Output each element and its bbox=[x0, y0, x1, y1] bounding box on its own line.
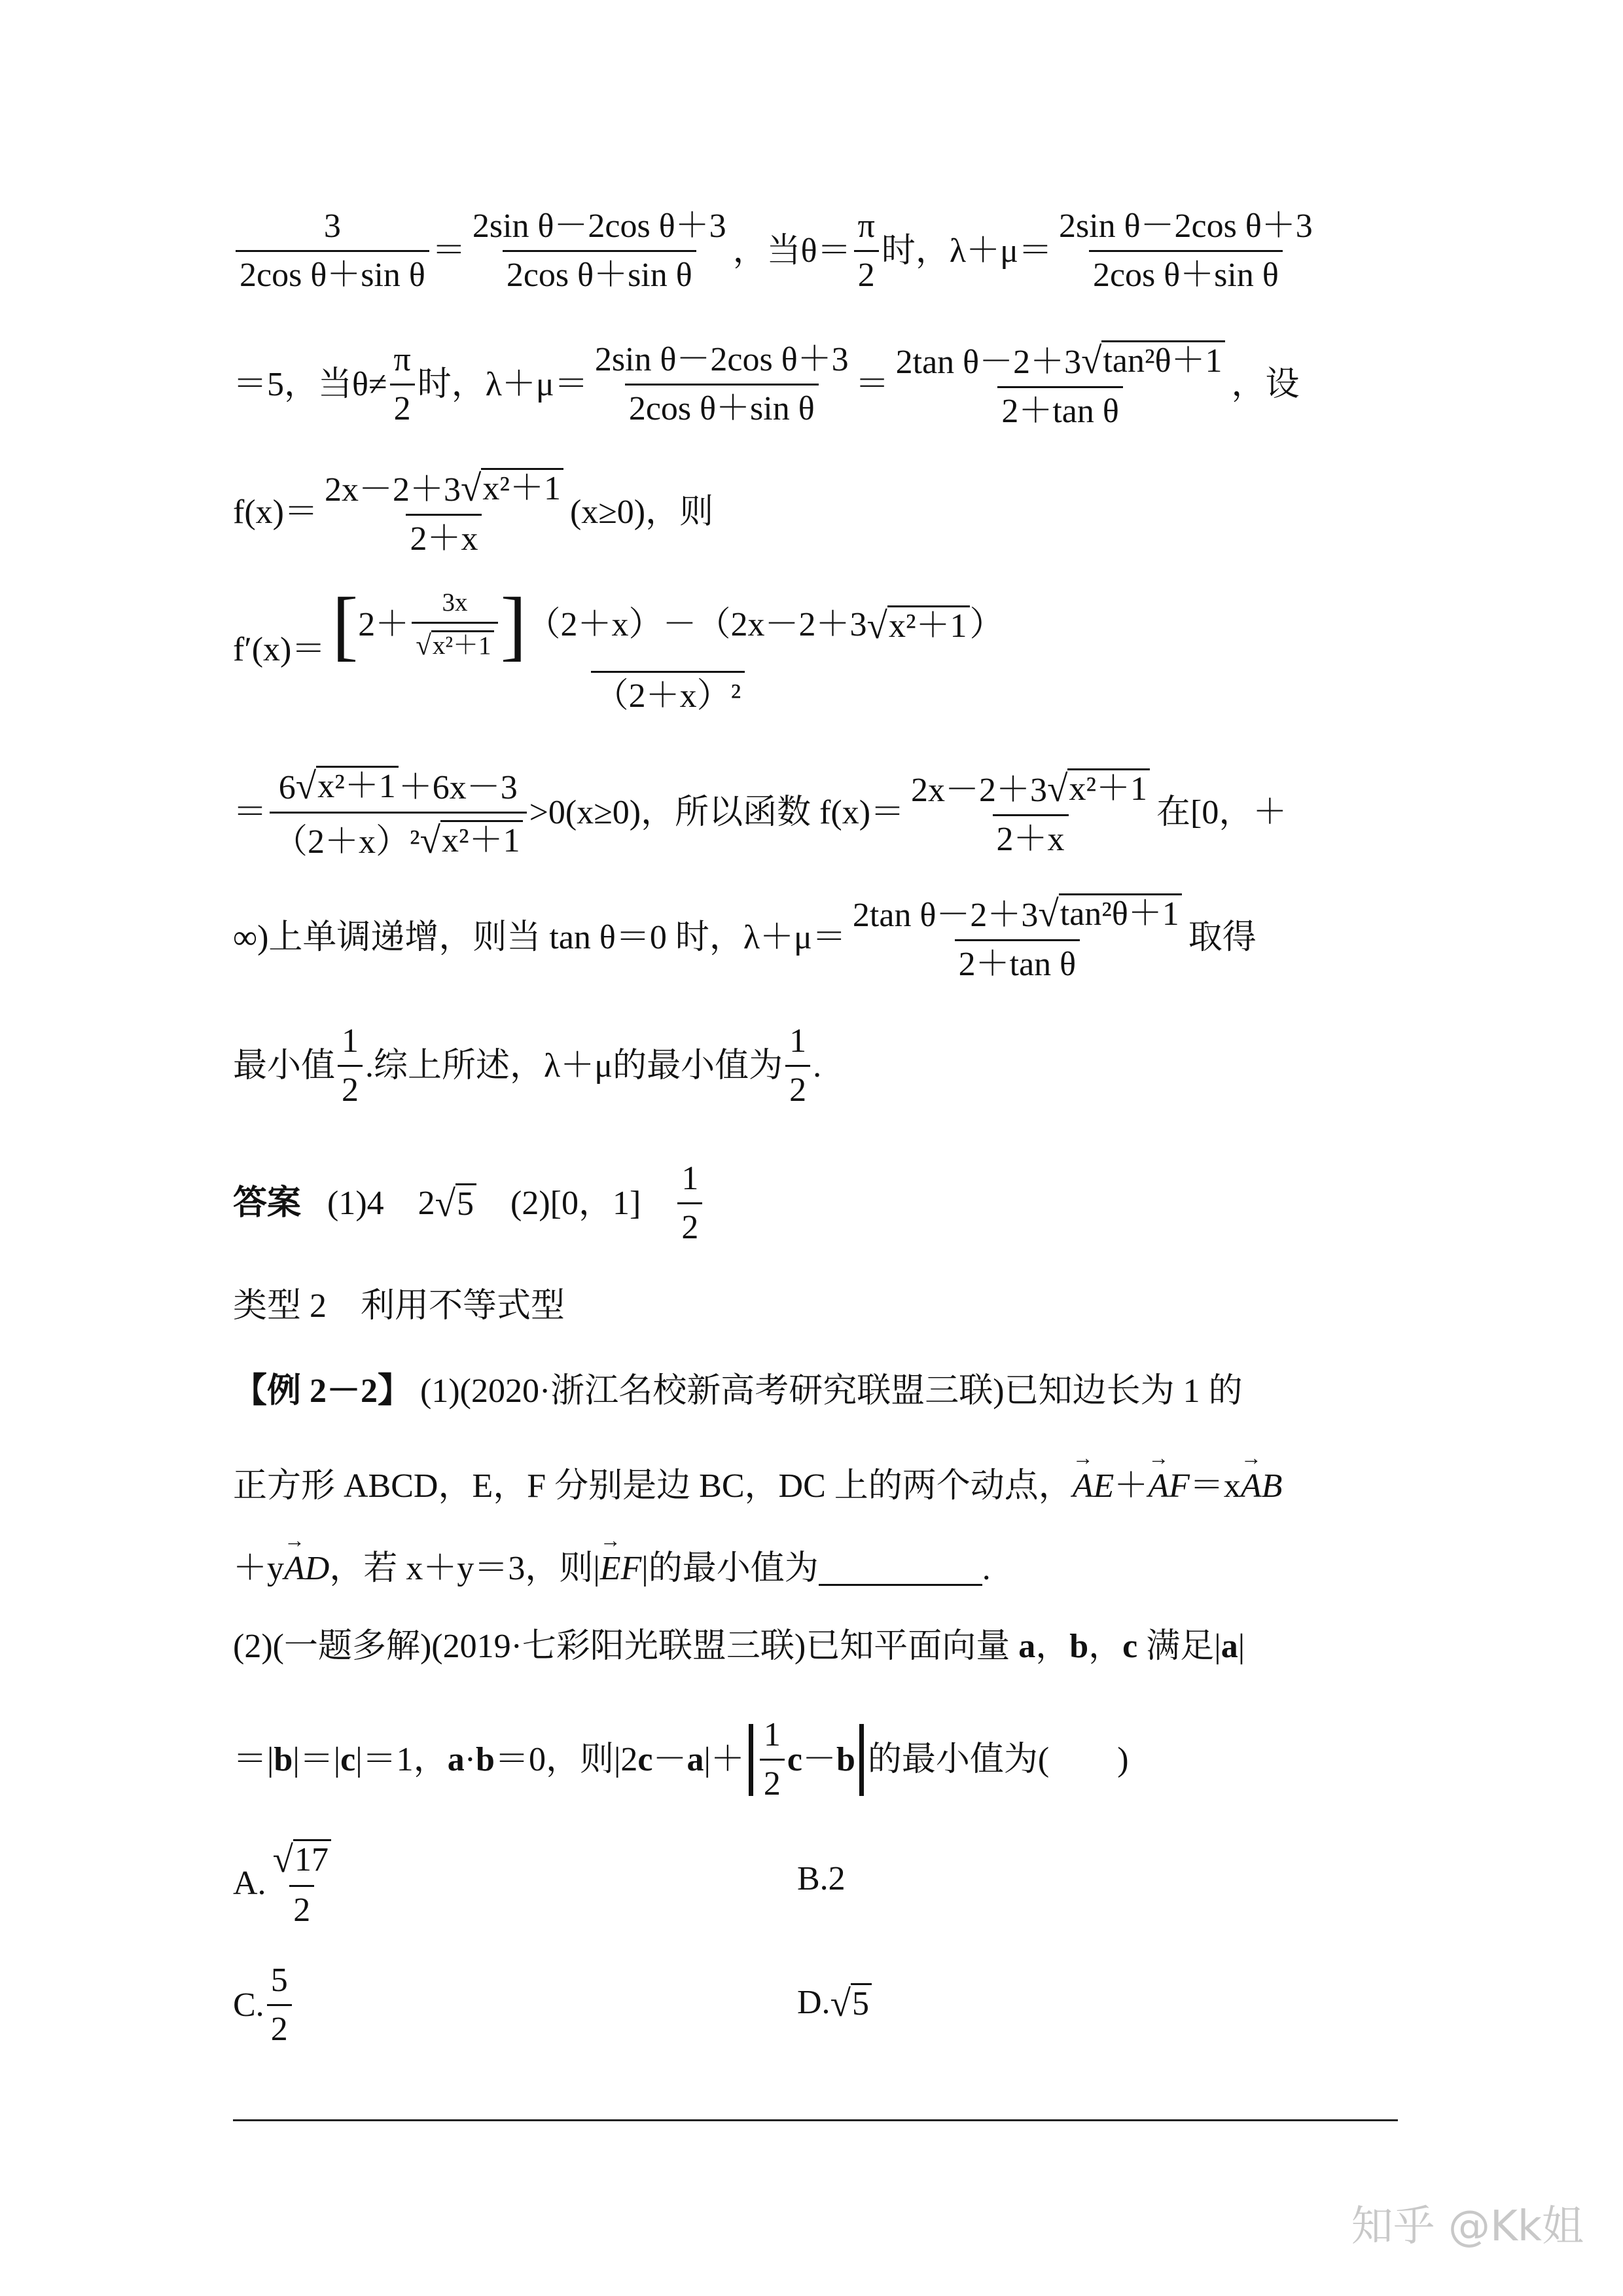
text: ，若 x＋y＝3，则| bbox=[329, 1550, 600, 1587]
fraction bbox=[269, 1839, 335, 1928]
vector: b bbox=[1069, 1628, 1089, 1665]
text: 2＋ bbox=[358, 606, 410, 643]
denominator: 2＋x bbox=[993, 814, 1069, 857]
text: ＝5，当θ≠ bbox=[233, 365, 387, 403]
fraction bbox=[677, 1162, 702, 1245]
vector: → AE bbox=[1073, 1469, 1115, 1503]
radicand: x²＋1 bbox=[440, 820, 523, 859]
text: ＋y bbox=[233, 1550, 285, 1587]
radicand: 5 bbox=[851, 1983, 872, 2022]
vector: c bbox=[787, 1740, 802, 1778]
option-label: C. bbox=[233, 1986, 264, 2024]
vector: b bbox=[476, 1740, 495, 1778]
text: 2tan θ－2＋3 bbox=[852, 896, 1039, 934]
text: 最小值 bbox=[233, 1047, 336, 1085]
denominator: 2＋x bbox=[406, 514, 482, 556]
vector: → AD bbox=[284, 1552, 329, 1586]
text: ＝ bbox=[233, 793, 268, 831]
text: ，当θ＝ bbox=[732, 232, 851, 270]
bracket-right: ] bbox=[500, 581, 527, 668]
sqrt: √ x²＋1 bbox=[1047, 768, 1150, 808]
text: － bbox=[802, 1740, 836, 1778]
numerator bbox=[275, 766, 522, 812]
vector: b bbox=[836, 1740, 855, 1778]
sqrt: √ x²＋1 bbox=[867, 605, 970, 645]
text: ＝ bbox=[855, 365, 889, 403]
text: (1)4 2 bbox=[327, 1184, 435, 1222]
vector: → AF bbox=[1148, 1469, 1190, 1503]
text: ＝ bbox=[431, 232, 466, 270]
option-d[interactable] bbox=[797, 1983, 872, 2022]
denominator: 2 bbox=[289, 1885, 314, 1928]
text: · bbox=[464, 1740, 476, 1778]
text: ， bbox=[1035, 1628, 1070, 1665]
text: |＋ bbox=[704, 1740, 745, 1778]
text: ， bbox=[1088, 1628, 1123, 1665]
text: 时，λ＋μ＝ bbox=[417, 365, 588, 403]
sqrt: √ 5 bbox=[435, 1183, 476, 1223]
example-label: 【例 2－2】 bbox=[233, 1372, 412, 1410]
text: （2＋x）² bbox=[274, 823, 420, 861]
text: |的最小值为 bbox=[641, 1550, 819, 1587]
abs-bar-left bbox=[749, 1724, 753, 1796]
numerator: 3x bbox=[442, 588, 468, 617]
text: . bbox=[982, 1550, 991, 1587]
sqrt: √ x²＋1 bbox=[420, 820, 523, 859]
fraction bbox=[328, 581, 1007, 715]
denominator: 2＋tan θ bbox=[997, 386, 1122, 429]
vector: c bbox=[340, 1740, 356, 1778]
answer-line bbox=[233, 1162, 705, 1245]
line-5 bbox=[233, 765, 1287, 862]
answer-label: 答案 bbox=[233, 1184, 302, 1222]
abs-bar-right bbox=[859, 1724, 864, 1796]
text: ＋6x－3 bbox=[398, 768, 518, 806]
text: . bbox=[813, 1047, 822, 1085]
numerator: π bbox=[857, 207, 875, 245]
fraction bbox=[389, 343, 414, 426]
text: 在[0，＋ bbox=[1156, 793, 1287, 831]
text: 2x－2＋3 bbox=[911, 772, 1048, 810]
radicand: 17 bbox=[293, 1839, 331, 1878]
denominator: 2cos θ＋sin θ bbox=[236, 250, 429, 293]
text: ＋ bbox=[1114, 1467, 1149, 1505]
vector: a bbox=[1018, 1628, 1036, 1665]
option-a[interactable] bbox=[233, 1839, 338, 1928]
fraction bbox=[854, 209, 879, 293]
text: 满足| bbox=[1137, 1628, 1221, 1665]
sqrt: √ x²＋1 bbox=[416, 630, 493, 660]
text: (x≥0)，则 bbox=[569, 493, 714, 531]
line-7 bbox=[233, 1024, 821, 1107]
denominator: 2 bbox=[854, 250, 879, 293]
vector: a bbox=[687, 1740, 704, 1778]
text: (2)[0，1] bbox=[476, 1184, 675, 1222]
text: ＝| bbox=[233, 1740, 274, 1778]
fraction bbox=[785, 1024, 810, 1107]
numerator bbox=[907, 768, 1154, 814]
radicand: x²＋1 bbox=[481, 468, 563, 507]
fraction bbox=[907, 768, 1154, 857]
sqrt: √ x²＋1 bbox=[461, 468, 563, 507]
example-line-2 bbox=[233, 1469, 1282, 1503]
line-3 bbox=[233, 468, 713, 556]
denominator: 2 bbox=[785, 1065, 810, 1107]
bracket-left: [ bbox=[332, 581, 359, 668]
radicand: x²＋1 bbox=[316, 766, 399, 805]
sqrt: √ tan²θ＋1 bbox=[1081, 340, 1224, 380]
text: .综上所述，λ＋μ的最小值为 bbox=[365, 1047, 783, 1085]
fraction bbox=[267, 1964, 292, 2047]
option-b[interactable]: B.2 bbox=[797, 1860, 846, 1897]
numerator: 1 bbox=[763, 1716, 781, 1753]
text: ，设 bbox=[1231, 365, 1300, 403]
numerator bbox=[892, 340, 1229, 386]
vector: → EF bbox=[600, 1552, 642, 1586]
line-1 bbox=[233, 209, 1319, 293]
denominator bbox=[270, 812, 527, 862]
text: (2)(一题多解)(2019·七彩阳光联盟三联)已知平面向量 bbox=[233, 1628, 1019, 1665]
fraction bbox=[338, 1024, 363, 1107]
fraction bbox=[236, 209, 429, 293]
denominator: 2 bbox=[267, 2004, 292, 2047]
section-heading: 类型 2 利用不等式型 bbox=[233, 1287, 565, 1325]
question-2-line-1 bbox=[233, 1630, 1245, 1664]
denominator: 2 bbox=[390, 384, 415, 426]
sqrt: √ x²＋1 bbox=[296, 766, 399, 805]
numerator: 2sin θ－2cos θ＋3 bbox=[472, 207, 726, 245]
text: 时，λ＋μ＝ bbox=[881, 232, 1052, 270]
text: 2x－2＋3 bbox=[324, 471, 461, 509]
numerator: π bbox=[393, 341, 411, 379]
text: (1)(2020·浙江名校新高考研究联盟三联)已知边长为 1 的 bbox=[412, 1372, 1243, 1410]
numerator: 1 bbox=[681, 1160, 699, 1197]
denominator: 2cos θ＋sin θ bbox=[625, 384, 819, 426]
text: ） bbox=[969, 606, 1004, 643]
text: 2tan θ－2＋3 bbox=[895, 343, 1082, 381]
vector: a bbox=[447, 1740, 465, 1778]
numerator: 2sin θ－2cos θ＋3 bbox=[594, 341, 849, 379]
fraction bbox=[849, 893, 1186, 982]
numerator bbox=[269, 1839, 335, 1885]
text: 的最小值为( ) bbox=[867, 1740, 1129, 1778]
line-2 bbox=[233, 340, 1300, 429]
divider bbox=[233, 2119, 1398, 2121]
denominator: （2＋x）² bbox=[591, 671, 745, 713]
fraction bbox=[270, 765, 527, 862]
text: |＝| bbox=[293, 1740, 341, 1778]
answer-blank[interactable] bbox=[819, 1551, 982, 1586]
denominator: 2cos θ＋sin θ bbox=[503, 250, 696, 293]
fraction bbox=[1055, 209, 1317, 293]
text: | bbox=[1238, 1628, 1245, 1665]
denominator bbox=[412, 622, 497, 660]
text: f′(x)＝ bbox=[233, 630, 326, 668]
denominator: 2cos θ＋sin θ bbox=[1089, 250, 1283, 293]
sqrt: √ 5 bbox=[830, 1983, 872, 2022]
numerator: 3 bbox=[323, 207, 341, 245]
numerator: 1 bbox=[342, 1022, 359, 1060]
fraction bbox=[760, 1718, 785, 1801]
numerator bbox=[849, 893, 1186, 939]
text: 6 bbox=[278, 768, 296, 806]
denominator: 2 bbox=[338, 1065, 363, 1107]
numerator bbox=[328, 581, 1007, 671]
option-label: D. bbox=[797, 1984, 830, 2022]
line-4 bbox=[233, 581, 1010, 715]
sqrt: √ 17 bbox=[273, 1839, 331, 1878]
sqrt: √ tan²θ＋1 bbox=[1038, 893, 1181, 933]
example-line-1 bbox=[233, 1374, 1243, 1408]
option-c[interactable] bbox=[233, 1964, 294, 2047]
numerator: 5 bbox=[270, 1962, 288, 1999]
text: >0(x≥0)，所以函数 f(x)＝ bbox=[529, 793, 905, 831]
radicand: x²＋1 bbox=[431, 630, 494, 660]
option-label: A. bbox=[233, 1864, 266, 1902]
vector: c bbox=[637, 1740, 653, 1778]
denominator: 2＋tan θ bbox=[955, 939, 1080, 982]
fraction bbox=[591, 343, 853, 426]
text: － bbox=[652, 1740, 687, 1778]
radicand: x²＋1 bbox=[887, 605, 970, 645]
text: |＝1， bbox=[355, 1740, 448, 1778]
fraction bbox=[469, 209, 730, 293]
radicand: tan²θ＋1 bbox=[1059, 893, 1182, 933]
radicand: x²＋1 bbox=[1067, 768, 1150, 808]
vector: b bbox=[274, 1740, 293, 1778]
numerator bbox=[321, 468, 567, 514]
numerator: 2sin θ－2cos θ＋3 bbox=[1058, 207, 1313, 245]
fraction bbox=[892, 340, 1229, 429]
numerator: 1 bbox=[789, 1022, 807, 1060]
line-6 bbox=[233, 893, 1257, 982]
radicand: tan²θ＋1 bbox=[1101, 340, 1224, 380]
fraction bbox=[412, 590, 497, 660]
vector: c bbox=[1122, 1628, 1138, 1665]
text: ＝0，则|2 bbox=[494, 1740, 638, 1778]
denominator: 2 bbox=[760, 1759, 785, 1801]
fraction bbox=[321, 468, 567, 556]
example-line-3 bbox=[233, 1551, 991, 1586]
vector: → AB bbox=[1241, 1469, 1283, 1503]
text: 取得 bbox=[1188, 918, 1257, 956]
question-2-line-2 bbox=[233, 1718, 1129, 1801]
text: 正方形 ABCD，E，F 分别是边 BC，DC 上的两个动点， bbox=[233, 1467, 1073, 1505]
vector: a bbox=[1221, 1628, 1238, 1665]
text: （2＋x）－（2x－2＋3 bbox=[526, 606, 867, 643]
text: f(x)＝ bbox=[233, 493, 318, 531]
radicand: 5 bbox=[455, 1183, 476, 1223]
text: ∞)上单调递增，则当 tan θ＝0 时，λ＋μ＝ bbox=[233, 918, 846, 956]
denominator: 2 bbox=[677, 1202, 702, 1245]
watermark: 知乎 @Kk姐 bbox=[1351, 2202, 1584, 2251]
text: ＝x bbox=[1189, 1467, 1241, 1505]
